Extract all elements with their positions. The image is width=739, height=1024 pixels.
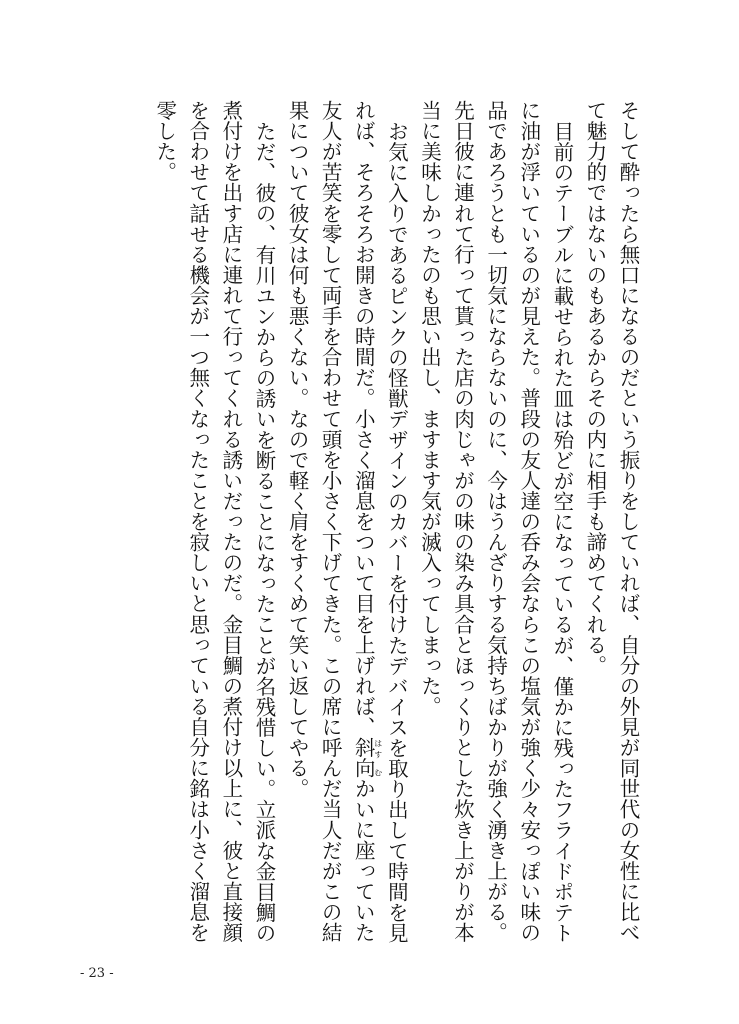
vertical-text-body <box>148 100 644 955</box>
page-number: - 23 - <box>80 966 114 981</box>
paragraph-3-part-2: かいに座っていた友人が苦笑を零して両手を合わせて頭を小さく下げてきた。この席に呼んだ当人だがこの結果について彼女は何も悪くない。なので軽く肩をすくめて笑い返してやる。 <box>285 100 376 943</box>
paragraph-4: ただ、彼の、有川ユンからの誘いを断ることになったことが名残惜しい。立派な金目鯛の煮付けを出す店に連れて行ってくれる誘いだったのだ。金目鯛の煮付け以上に、彼と直接顔を合わせて話せる機会が一つ無くなったことを寂しいと思っている自分に銘は小さく溜息を零した。 <box>152 100 276 943</box>
furigana-ruby <box>351 737 383 779</box>
paragraph-2: 目前のテーブルに載せられた皿は殆どが空になっているが、僅かに残ったフライドポテトに油が浮いているのが見えた。普段の友人達の呑み会ならこの塩気が強く少々安っぽい味の品であろうとも一切気にならないのに、今はうんざりする気持ちばかりが強く湧き上がる。先日彼に連れて行って貰った店の肉じゃがの味の染み具合とほっくりとした炊き上がりが本当に美味しかったのも思い出し、ますます気が滅入ってしまった。 <box>417 100 574 943</box>
ruby-base: 斜向 <box>351 737 376 779</box>
paragraph-3 <box>280 100 412 955</box>
paragraph-1: そして酔ったら無口になるのだという振りをしていれば、自分の外見が同世代の女性に比べて魅力的ではないのもあるからその内に相手も諦めてくれる。 <box>582 100 640 943</box>
ruby-reading: はす む <box>373 737 383 779</box>
paragraph-3-part-1: お気に入りであるピンクの怪獣デザインのカバーを付けたデバイスを取り出して時間を見れば、そろそろお開きの時間だ。小さく溜息をついて目を上げれば、 <box>351 100 409 943</box>
